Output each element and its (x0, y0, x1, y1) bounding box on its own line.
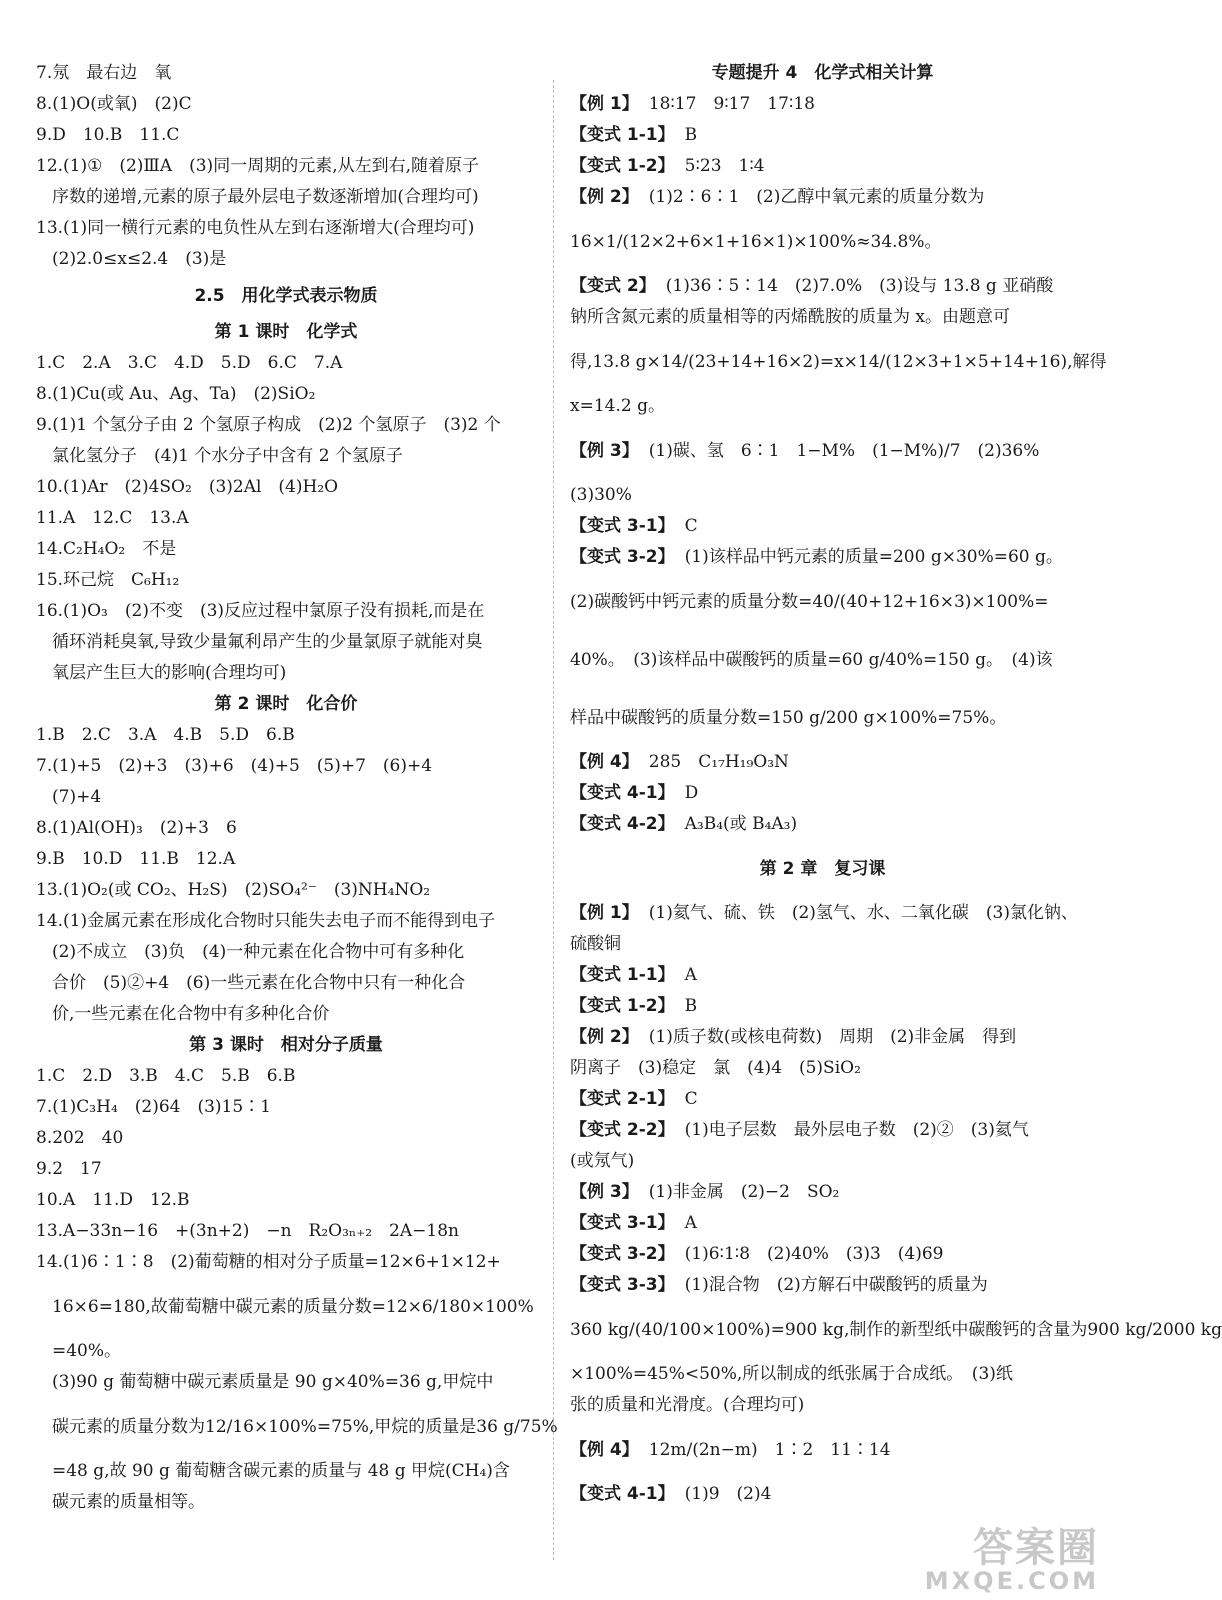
answer-text: 硫酸铜 (570, 934, 621, 954)
left-answer-line (36, 275, 536, 317)
right-answer-line (570, 1390, 1075, 1421)
right-answer-line (570, 689, 1075, 747)
answer-text: (1)2∶6∶1 (2)乙醇中氧元素的质量分数为 (648, 187, 985, 207)
answer-label: 【变式 2-1】 (570, 1089, 675, 1109)
left-answer-line (36, 317, 536, 348)
right-answer-line (570, 213, 1075, 271)
left-answer-line (36, 410, 536, 441)
answer-text: =48 g,故 90 g 葡萄糖含碳元素的质量与 48 g 甲烷(CH₄)含 (52, 1461, 510, 1481)
answer-text: 价,一些元素在化合物中有多种化合价 (52, 1004, 330, 1024)
left-answer-line (36, 1123, 536, 1154)
answer-text: 张的质量和光滑度。(合理均可) (570, 1395, 805, 1415)
answer-text: =40%。 (52, 1341, 122, 1361)
left-answer-line (36, 1030, 536, 1061)
right-answer-line (570, 1239, 1075, 1270)
left-column (36, 58, 558, 1518)
answer-text: 得,13.8 g×14/(23+14+16×2)=x×14/(12×3+1×5+14+16),解得 (570, 352, 1107, 372)
left-answer-line (36, 213, 536, 244)
answer-text: 7.(1)+5 (2)+3 (3)+6 (4)+5 (5)+7 (6)+4 (36, 756, 433, 776)
left-answer-line (36, 813, 536, 844)
answer-text: (1)该样品中钙元素的质量=200 g×30%=60 g。 (684, 547, 1063, 567)
watermark-url: MXQE.COM (924, 1567, 1099, 1595)
answer-text: (1)非金属 (2)−2 SO₂ (648, 1182, 840, 1202)
answer-text: B (684, 996, 698, 1016)
right-answer-line (570, 1053, 1075, 1084)
right-answer-line (570, 511, 1075, 542)
answer-text: D (684, 783, 699, 803)
answer-text: 18∶17 9∶17 17∶18 (648, 94, 815, 114)
answer-text: 第 3 课时 相对分子质量 (189, 1035, 383, 1055)
answer-text: 阴离子 (3)稳定 氯 (4)4 (5)SiO₂ (570, 1058, 861, 1078)
answer-label: 【变式 4-2】 (570, 814, 675, 834)
right-answer-line (570, 333, 1107, 391)
answer-text: 5∶23 1∶4 (684, 156, 765, 176)
left-answer-line (36, 151, 536, 182)
answer-text: 8.202 40 (36, 1128, 124, 1148)
right-answer-line (570, 1022, 1075, 1053)
answer-text: (1)9 (2)4 (684, 1484, 772, 1504)
left-answer-line (36, 348, 536, 379)
right-answer-line (570, 631, 1075, 689)
left-answer-line (36, 627, 536, 658)
right-answer-line (570, 542, 1075, 573)
answer-text: 碳元素的质量相等。 (52, 1492, 205, 1512)
answer-text: 氯化氢分子 (4)1 个水分子中含有 2 个氢原子 (52, 446, 403, 466)
left-answer-line (36, 1092, 536, 1123)
answer-text: 12.(1)① (2)ⅢA (3)同一周期的元素,从左到右,随着原子 (36, 156, 479, 176)
answer-label: 【变式 3-3】 (570, 1275, 675, 1295)
watermark (924, 1525, 1099, 1595)
answer-text: 16×6=180,故葡萄糖中碳元素的质量分数=12×6/180×100% (52, 1297, 534, 1317)
answer-text: 样品中碳酸钙的质量分数=150 g/200 g×100%=75%。 (570, 708, 1007, 728)
answer-text: 360 kg/(40/100×100%)=900 kg,制作的新型纸中碳酸钙的含量为900 kg/2000 kg (570, 1320, 1222, 1340)
column-divider (553, 80, 554, 1560)
answer-label: 【变式 1-1】 (570, 965, 675, 985)
answer-text: 合价 (5)②+4 (6)一些元素在化合物中只有一种化合 (52, 973, 466, 993)
right-answer-line (570, 1301, 1222, 1359)
answer-text: 第 2 章 复习课 (759, 859, 886, 879)
right-answer-line (570, 573, 1075, 631)
answer-text: ×100%=45%<50%,所以制成的纸张属于合成纸。 (3)纸 (570, 1364, 1013, 1384)
left-answer-line (36, 120, 536, 151)
answer-label: 【例 4】 (570, 752, 639, 772)
answer-label: 【变式 3-2】 (570, 1244, 675, 1264)
answer-text: (7)+4 (52, 787, 102, 807)
left-answer-line (36, 720, 536, 751)
right-answer-line (570, 151, 1075, 182)
answer-text: A (684, 1213, 697, 1233)
answer-text: (1)6∶1∶8 (2)40% (3)3 (4)69 (684, 1244, 944, 1264)
answer-text: 碳元素的质量分数为12/16×100%=75%,甲烷的质量是36 g/75% (52, 1417, 558, 1437)
right-answer-line (570, 840, 1075, 898)
left-answer-line (36, 1216, 536, 1247)
left-answer-line (36, 658, 536, 689)
answer-text: 1.B 2.C 3.A 4.B 5.D 6.B (36, 725, 295, 745)
answer-label: 【变式 1-2】 (570, 156, 675, 176)
answer-text: 专题提升 4 化学式相关计算 (711, 63, 934, 83)
answer-label: 【例 1】 (570, 94, 639, 114)
answer-text: 循环消耗臭氧,导致少量氟利昂产生的少量氯原子就能对臭 (52, 632, 483, 652)
left-answer-line (36, 596, 536, 627)
answer-text: B (684, 125, 698, 145)
left-answer-line (36, 999, 536, 1030)
answer-text: 第 1 课时 化学式 (214, 322, 358, 342)
answer-text: (1)36∶5∶14 (2)7.0% (3)设与 13.8 g 亚硝酸 (665, 276, 1054, 296)
left-answer-line (36, 244, 536, 275)
answer-text: 13.(1)O₂(或 CO₂、H₂S) (2)SO₄²⁻ (3)NH₄NO₂ (36, 880, 431, 900)
answer-text: 10.(1)Ar (2)4SO₂ (3)2Al (4)H₂O (36, 477, 339, 497)
left-answer-line (36, 875, 536, 906)
answer-text: (或氖气) (570, 1151, 635, 1171)
right-answer-line (570, 991, 1075, 1022)
answer-text: 8.(1)Al(OH)₃ (2)+3 6 (36, 818, 237, 838)
left-answer-line (36, 379, 536, 410)
right-answer-line (570, 898, 1078, 929)
answer-text: 7.(1)C₃H₄ (2)64 (3)15∶1 (36, 1097, 272, 1117)
answer-text: 2.5 用化学式表示物质 (194, 286, 378, 306)
answer-text: 9.(1)1 个氢分子由 2 个氢原子构成 (2)2 个氢原子 (3)2 个 (36, 415, 501, 435)
right-answer-line (570, 1421, 1075, 1479)
answer-text: (1)混合物 (2)方解石中碳酸钙的质量为 (684, 1275, 988, 1295)
answer-text: 10.A 11.D 12.B (36, 1190, 190, 1210)
answer-label: 【例 2】 (570, 187, 639, 207)
right-column (570, 58, 1222, 1510)
right-answer-line (570, 58, 1075, 89)
left-answer-line (36, 534, 536, 565)
right-answer-line (570, 1146, 1075, 1177)
answer-text: 序数的递增,元素的原子最外层电子数逐渐增加(合理均可) (52, 187, 479, 207)
left-answer-line (36, 906, 536, 937)
answer-text: (2)2.0≤x≤2.4 (3)是 (52, 249, 227, 269)
answer-text: 13.(1)同一横行元素的电负性从左到右逐渐增大(合理均可) (36, 218, 475, 238)
answer-text: A (684, 965, 697, 985)
answer-label: 【例 1】 (570, 903, 639, 923)
answer-text: 14.(1)金属元素在形成化合物时只能失去电子而不能得到电子 (36, 911, 496, 931)
answer-label: 【变式 3-2】 (570, 547, 675, 567)
answer-label: 【例 2】 (570, 1027, 639, 1047)
answer-text: (3)30% (570, 485, 632, 505)
right-answer-line (570, 929, 1075, 960)
answer-text: 9.2 17 (36, 1159, 102, 1179)
answer-text: (2)不成立 (3)负 (4)一种元素在化合物中可有多种化 (52, 942, 465, 962)
left-answer-line (36, 89, 536, 120)
left-answer-line (36, 751, 536, 782)
answer-text: 13.A−33n−16 +(3n+2) −n R₂O₃ₙ₊₂ 2A−18n (36, 1221, 459, 1241)
right-answer-line (570, 1208, 1075, 1239)
left-answer-line (36, 1487, 536, 1518)
left-answer-line (36, 441, 536, 472)
left-answer-line (36, 1398, 558, 1456)
answer-text: (3)90 g 葡萄糖中碳元素质量是 90 g×40%=36 g,甲烷中 (52, 1372, 494, 1392)
right-answer-line (570, 391, 1075, 422)
answer-text: 9.B 10.D 11.B 12.A (36, 849, 236, 869)
left-answer-line (36, 182, 536, 213)
left-answer-line (36, 503, 536, 534)
answer-label: 【变式 1-2】 (570, 996, 675, 1016)
answer-text: 15.环己烷 C₆H₁₂ (36, 570, 180, 590)
left-answer-line (36, 1278, 536, 1336)
right-answer-line (570, 960, 1075, 991)
right-answer-line (570, 1115, 1075, 1146)
answer-text: 8.(1)O(或氧) (2)C (36, 94, 192, 114)
answer-text: 11.A 12.C 13.A (36, 508, 189, 528)
left-answer-line (36, 1247, 536, 1278)
left-answer-line (36, 1061, 536, 1092)
answer-text: (1)电子层数 最外层电子数 (2)② (3)氦气 (684, 1120, 1029, 1140)
right-answer-line (570, 1270, 1075, 1301)
watermark-logo-text: 答案圈 (973, 1525, 1099, 1571)
answer-text: (1)氦气、硫、铁 (2)氢气、水、二氧化碳 (3)氯化钠、 (648, 903, 1078, 923)
right-answer-line (570, 271, 1075, 302)
left-answer-line (36, 1154, 536, 1185)
left-answer-line (36, 937, 536, 968)
answer-label: 【例 4】 (570, 1440, 639, 1460)
left-answer-line (36, 1367, 536, 1398)
right-answer-line (570, 89, 1075, 120)
answer-text: (1)碳、氢 6∶1 1−M% (1−M%)/7 (2)36% (648, 441, 1040, 461)
left-answer-line (36, 565, 536, 596)
answer-text: (1)质子数(或核电荷数) 周期 (2)非金属 得到 (648, 1027, 1017, 1047)
answer-text: x=14.2 g。 (570, 396, 665, 416)
answer-label: 【变式 3-1】 (570, 516, 675, 536)
answer-text: 285 C₁₇H₁₉O₃N (648, 752, 789, 772)
left-answer-line (36, 844, 536, 875)
answer-text: 1.C 2.A 3.C 4.D 5.D 6.C 7.A (36, 353, 343, 373)
answer-text: 16.(1)O₃ (2)不变 (3)反应过程中氯原子没有损耗,而是在 (36, 601, 485, 621)
answer-text: 14.C₂H₄O₂ 不是 (36, 539, 177, 559)
answer-text: 40%。 (3)该样品中碳酸钙的质量=60 g/40%=150 g。 (4)该 (570, 650, 1053, 670)
right-answer-line (570, 1084, 1075, 1115)
left-answer-line (36, 689, 536, 720)
left-answer-line (36, 472, 536, 503)
right-answer-line (570, 747, 1075, 778)
right-answer-line (570, 120, 1075, 151)
answer-text: C (684, 1089, 698, 1109)
left-answer-line (36, 1456, 536, 1487)
answer-label: 【变式 4-1】 (570, 783, 675, 803)
left-answer-line (36, 968, 536, 999)
right-answer-line (570, 1359, 1075, 1390)
answer-label: 【例 3】 (570, 1182, 639, 1202)
answer-text: 1.C 2.D 3.B 4.C 5.B 6.B (36, 1066, 296, 1086)
left-answer-line (36, 58, 536, 89)
answer-label: 【变式 1-1】 (570, 125, 675, 145)
answer-label: 【变式 3-1】 (570, 1213, 675, 1233)
answer-label: 【例 3】 (570, 441, 639, 461)
right-answer-line (570, 1177, 1075, 1208)
answer-text: (2)碳酸钙中钙元素的质量分数=40/(40+12+16×3)×100%= (570, 592, 1049, 612)
right-answer-line (570, 809, 1075, 840)
answer-text: A₃B₄(或 B₄A₃) (684, 814, 798, 834)
right-answer-line (570, 778, 1075, 809)
answer-text: 第 2 课时 化合价 (214, 694, 358, 714)
right-answer-line (570, 302, 1075, 333)
answer-text: C (684, 516, 698, 536)
right-answer-line (570, 422, 1075, 480)
answer-text: 12m/(2n−m) 1∶2 11∶14 (648, 1440, 891, 1460)
answer-text: 7.氖 最右边 氧 (36, 63, 172, 83)
right-answer-line (570, 1479, 1075, 1510)
answer-text: 16×1/(12×2+6×1+16×1)×100%≈34.8%。 (570, 232, 942, 252)
right-answer-line (570, 480, 1075, 511)
answer-label: 【变式 2】 (570, 276, 656, 296)
left-answer-line (36, 1336, 536, 1367)
answer-text: 8.(1)Cu(或 Au、Ag、Ta) (2)SiO₂ (36, 384, 316, 404)
answer-label: 【变式 4-1】 (570, 1484, 675, 1504)
answer-text: 9.D 10.B 11.C (36, 125, 180, 145)
left-answer-line (36, 1185, 536, 1216)
left-answer-line (36, 782, 536, 813)
answer-text: 钠所含氮元素的质量相等的丙烯酰胺的质量为 x。由题意可 (570, 307, 1010, 327)
answer-text: 14.(1)6∶1∶8 (2)葡萄糖的相对分子质量=12×6+1×12+ (36, 1252, 501, 1272)
right-answer-line (570, 182, 1075, 213)
answer-text: 氧层产生巨大的影响(合理均可) (52, 663, 287, 683)
answer-label: 【变式 2-2】 (570, 1120, 675, 1140)
